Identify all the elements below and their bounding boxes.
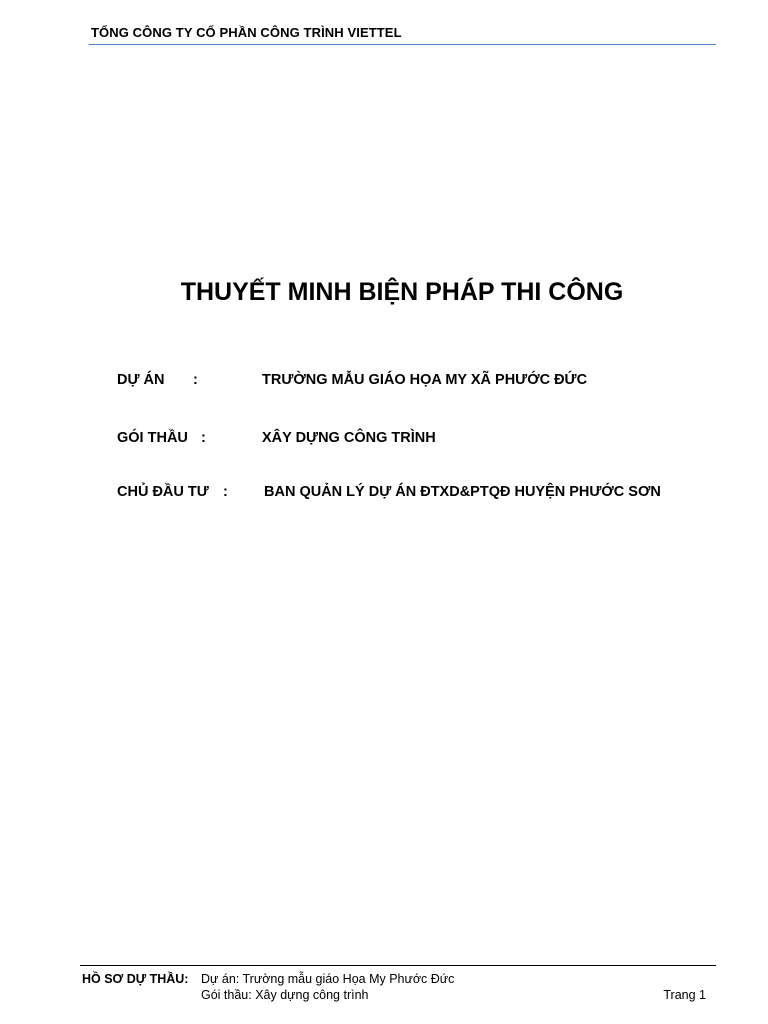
- footer-label: HỒ SƠ DỰ THẦU:: [82, 972, 189, 986]
- package-value: XÂY DỰNG CÔNG TRÌNH: [262, 430, 436, 446]
- project-label: DỰ ÁN: [117, 372, 165, 388]
- header-divider: [89, 44, 716, 45]
- footer-package: Gói thầu: Xây dựng công trình: [201, 988, 369, 1002]
- investor-colon: :: [223, 484, 228, 500]
- investor-value: BAN QUẢN LÝ DỰ ÁN ĐTXD&PTQĐ HUYỆN PHƯỚC SƠN: [264, 484, 661, 500]
- project-colon: :: [193, 372, 198, 388]
- company-name: TỔNG CÔNG TY CỔ PHẦN CÔNG TRÌNH VIETTEL: [91, 25, 402, 40]
- package-colon: :: [201, 430, 206, 446]
- page-number: Trang 1: [663, 988, 706, 1002]
- document-title: THUYẾT MINH BIỆN PHÁP THI CÔNG: [180, 278, 624, 306]
- investor-label: CHỦ ĐẦU TƯ: [117, 484, 209, 500]
- package-label: GÓI THẦU: [117, 430, 188, 446]
- footer-divider: [80, 965, 716, 966]
- project-value: TRƯỜNG MẪU GIÁO HỌA MY XÃ PHƯỚC ĐỨC: [262, 372, 588, 388]
- footer-project: Dự án: Trường mẫu giáo Họa My Phước Đức: [201, 972, 455, 986]
